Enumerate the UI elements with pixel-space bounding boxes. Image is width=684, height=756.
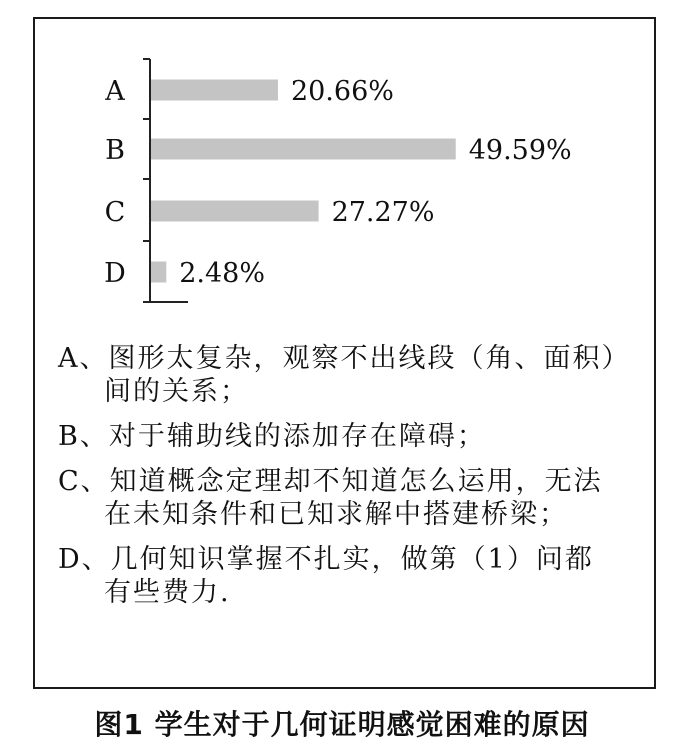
legend-line: 间的关系； <box>104 376 249 407</box>
legend-item-b <box>58 420 648 453</box>
legend-line: D、几何知识掌握不扎实，做第（1）问都 <box>58 544 594 575</box>
legend-line: A、图形太复杂，观察不出线段（角、面积） <box>58 343 631 374</box>
figure-caption: 图1 学生对于几何证明感觉困难的原因 <box>94 708 590 741</box>
data-label: 27.27% <box>331 197 435 228</box>
figure-frame <box>33 17 656 689</box>
legend-list <box>58 342 648 621</box>
category-label: B <box>105 135 125 166</box>
data-label: 2.48% <box>179 258 266 289</box>
bar <box>151 139 456 160</box>
data-label: 49.59% <box>468 135 572 166</box>
bar <box>151 262 166 283</box>
category-label: D <box>104 258 126 289</box>
legend-line: 有些费力. <box>104 577 231 608</box>
legend-line: 在未知条件和已知求解中搭建桥梁； <box>104 499 568 530</box>
bar <box>151 80 278 101</box>
bar <box>151 201 319 222</box>
data-label: 20.66% <box>290 76 394 107</box>
category-label: C <box>104 197 126 228</box>
bar-chart <box>35 19 654 319</box>
legend-line: B、对于辅助线的添加存在障碍； <box>58 421 486 452</box>
legend-item-c <box>58 465 648 531</box>
legend-item-a <box>58 342 648 408</box>
category-label: A <box>105 76 125 107</box>
legend-item-d <box>58 543 648 609</box>
legend-line: C、知道概念定理却不知道怎么运用，无法 <box>58 466 603 497</box>
